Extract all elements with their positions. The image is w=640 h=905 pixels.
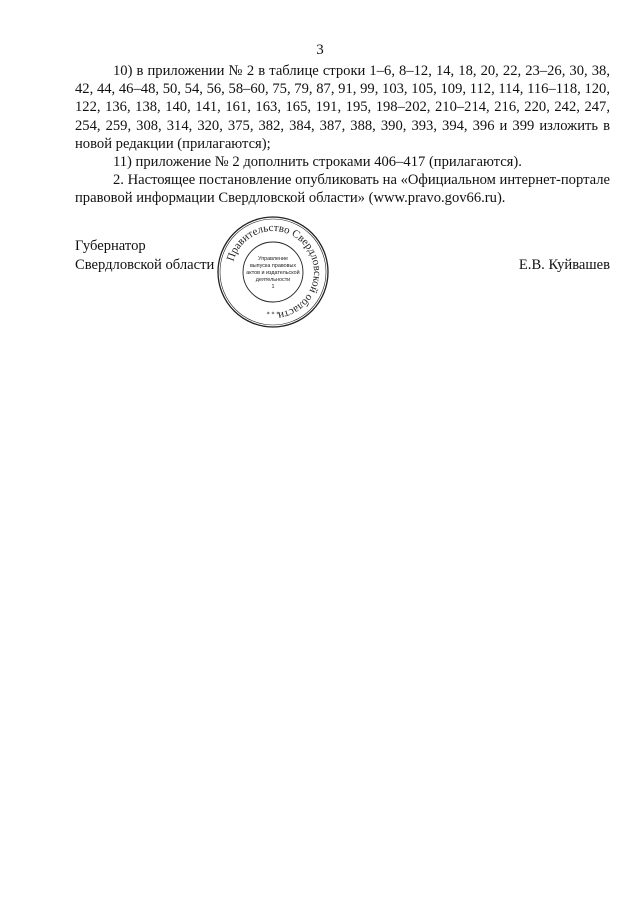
seal-inner-line-3: актов и издательской <box>246 270 300 276</box>
paragraph-item-10: 10) в приложении № 2 в таблице строки 1–6, 8–12, 14, 18, 20, 22, 23–26, 30, 38, 42, 44, 46–48, 50, 54, 56, 58–60, 75, 79, 87, 91, 99, 103, 105, 109, 112, 114, 116–118, 120, 122, 136, 138, 140, 141, 161, 163, 165, 191, 195, 198–202, 210–214, 216, 220, 242, 247, 254, 259, 308, 314, 320, 375, 382, 384, 387, 388, 390, 393, 394, 396 и 399 изложить в новой редакции (прилагаются); <box>75 63 610 152</box>
page-number: 3 <box>316 42 324 58</box>
signature-block <box>75 221 610 337</box>
signer-name: Е.В. Куйвашев <box>518 257 610 273</box>
seal-inner-line-2: выпуска правовых <box>249 263 297 269</box>
paragraph-item-11: 11) приложение № 2 дополнить строками 406–417 (прилагаются). <box>113 154 522 171</box>
signer-position-line1: Губернатор <box>75 238 146 254</box>
seal-inner-line-5: 1 <box>271 284 275 290</box>
signer-position <box>75 237 214 275</box>
paragraph-publication: 2. Настоящее постановление опубликовать на «Официальном интернет-портале правовой информации Свердловской области» (www.pravo.gov66.ru). <box>75 172 610 207</box>
seal-stars: * * * <box>266 311 280 318</box>
official-seal-stamp <box>216 215 330 329</box>
seal-inner-line-4: деятельности <box>255 277 291 283</box>
document-body <box>75 62 610 208</box>
seal-outer-text: Правительство Свердловской области <box>224 221 324 322</box>
signer-position-line2: Свердловской области <box>75 257 215 273</box>
seal-inner-line-1: Управление <box>258 256 288 262</box>
